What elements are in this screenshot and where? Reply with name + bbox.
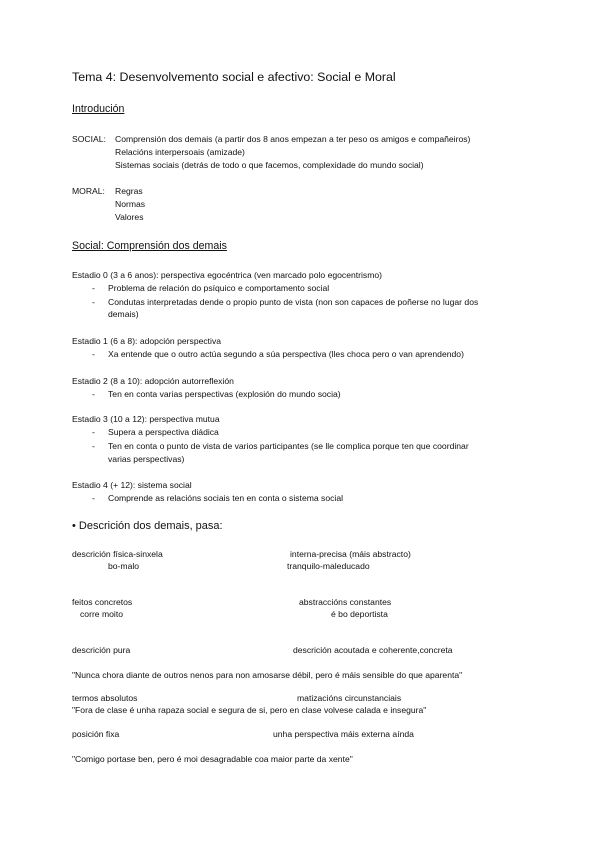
stage-title: Estadio 3 (10 a 12): perspectiva mutua — [72, 414, 220, 424]
stage-title: Estadio 1 (6 a 8): adopción perspectiva — [72, 336, 222, 346]
stage-item: Problema de relación do psíquico e comportamento social — [108, 283, 330, 293]
dash-bullet: - — [92, 389, 95, 399]
pair-left: posición fixa — [72, 729, 120, 739]
pair-left: descrición pura — [72, 645, 131, 655]
moral-item: Regras — [115, 186, 143, 196]
dash-bullet: - — [92, 297, 95, 307]
quote: "Nunca chora diante de outros nenos para non amosarse débil, pero é máis sensible do que aparenta" — [72, 670, 463, 680]
stage-item: Supera a perspectiva diádica — [108, 427, 219, 437]
dash-bullet: - — [92, 493, 95, 503]
pair-right: unha perspectiva máis externa aínda — [273, 729, 414, 739]
description-heading: • Descrición dos demais, pasa: — [72, 520, 223, 532]
stage-item: Comprende as relacións sociais ten en conta o sistema social — [108, 493, 344, 503]
pair-right: abstraccións constantes — [299, 597, 392, 607]
stage-item: varias perspectivas) — [108, 454, 185, 464]
document-title: Tema 4: Desenvolvemento social e afectivo: Social e Moral — [72, 70, 396, 84]
stage-title: Estadio 0 (3 a 6 anos): perspectiva egocéntrica (ven marcado polo egocentrismo) — [72, 270, 383, 280]
moral-label: MORAL: — [72, 186, 105, 196]
moral-item: Valores — [115, 212, 144, 222]
pair-left: bo-malo — [108, 561, 140, 571]
stage-item: demais) — [108, 309, 139, 319]
stage-item: Ten en conta o punto de vista de varios participantes (se lle complica porque ten que coordinar — [108, 441, 469, 451]
intro-heading: Introdución — [72, 103, 125, 115]
pair-right: matizacións circunstanciais — [297, 693, 402, 703]
dash-bullet: - — [92, 349, 95, 359]
social-item: Relacións interpersoais (amizade) — [115, 147, 245, 157]
pair-left: termos absolutos — [72, 693, 138, 703]
stage-item: Xa entende que o outro actúa segundo a súa perspectiva (lles choca pero o van aprendendo) — [108, 349, 464, 359]
social-item: Comprensión dos demais (a partir dos 8 anos empezan a ter peso os amigos e compañeiros) — [115, 134, 471, 144]
quote: "Fora de clase é unha rapaza social e segura de si, pero en clase volvese calada e insegura" — [72, 705, 427, 715]
moral-item: Normas — [115, 199, 146, 209]
pair-right: descrición acoutada e coherente,concreta — [293, 645, 453, 655]
pair-left: descrición física-sinxela — [72, 549, 163, 559]
pair-right: interna-precisa (máis abstracto) — [290, 549, 411, 559]
stage-title: Estadio 2 (8 a 10): adopción autorreflexión — [72, 376, 234, 386]
pair-left: corre moito — [80, 609, 123, 619]
dash-bullet: - — [92, 441, 95, 451]
social-item: Sistemas sociais (detrás de todo o que facemos, complexidade do mundo social) — [115, 160, 424, 170]
stage-title: Estadio 4 (+ 12): sistema social — [72, 480, 192, 490]
quote: "Comigo portase ben, pero é moi desagradable coa maior parte da xente" — [72, 754, 353, 764]
dash-bullet: - — [92, 283, 95, 293]
pair-left: feitos concretos — [72, 597, 133, 607]
social-section-heading: Social: Comprensión dos demais — [72, 240, 227, 252]
pair-right: tranquilo-maleducado — [287, 561, 370, 571]
pair-right: é bo deportista — [331, 609, 388, 619]
social-label: SOCIAL: — [72, 134, 106, 144]
stage-item: Ten en conta varias perspectivas (explosión do mundo socia) — [108, 389, 341, 399]
stage-item: Condutas interpretadas dende o propio punto de vista (non son capaces de poñerse no lugar dos — [108, 297, 479, 307]
dash-bullet: - — [92, 427, 95, 437]
